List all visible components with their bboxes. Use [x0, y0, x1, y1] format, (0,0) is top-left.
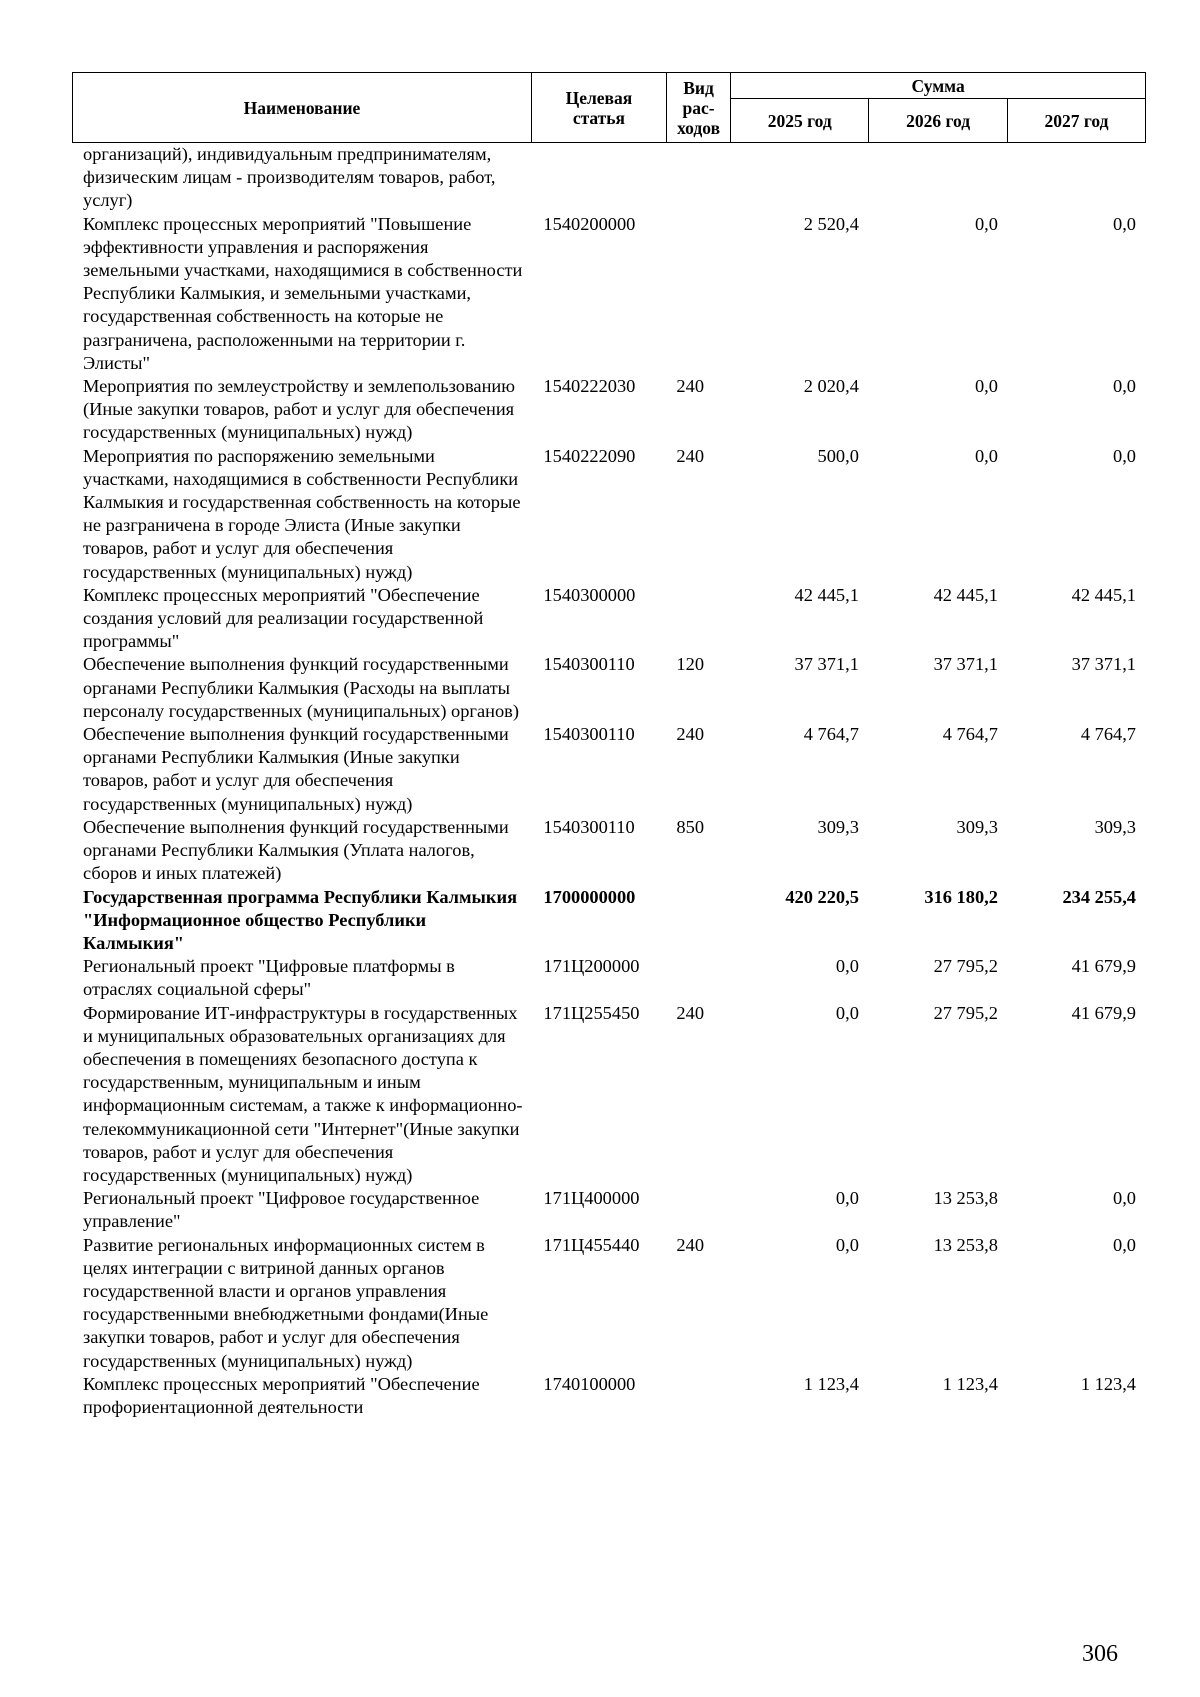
row-value-2025: 0,0	[835, 956, 859, 977]
row-value-2027: 0,0	[1113, 1188, 1136, 1209]
row-value-2027: 37 371,1	[1071, 654, 1136, 675]
row-name: Обеспечение выполнения функций государственными органами Республики Калмыкия (Иные закупки товаров, работ и услуг для обеспечения государственных (муниципальных) нужд)	[83, 724, 509, 814]
row-value-2027	[1008, 143, 1146, 213]
table-row	[72, 1234, 1146, 1373]
row-value-2027: 0,0	[1113, 376, 1136, 397]
row-name: организаций), индивидуальным предпринимателям, физическим лицам - производителям товаров, работ, услуг)	[83, 144, 496, 211]
row-code: 171Ц400000	[543, 1188, 640, 1209]
header-code-line1: Целевая	[565, 87, 633, 108]
header-name: Наименование	[73, 73, 532, 143]
row-kind: 240	[676, 376, 705, 397]
row-value-2025: 0,0	[835, 1234, 859, 1255]
row-code: 171Ц255450	[543, 1002, 640, 1023]
header-kind-line1: Вид	[683, 77, 714, 98]
row-value-2027: 4 764,7	[1080, 724, 1136, 745]
row-kind: 120	[676, 654, 705, 675]
table-body	[72, 143, 1146, 1419]
row-name: Комплекс процессных мероприятий "Повышение эффективности управления и распоряжения земельными участками, находящимися в собственности Республики Калмыкия, и земельными участками, государственная собственность на которые не разграничена, расположенными на территории г. Элисты"	[83, 213, 523, 373]
table-row	[72, 1373, 1146, 1419]
row-code: 1700000000	[543, 886, 636, 907]
row-kind	[666, 213, 730, 375]
header-code	[531, 73, 666, 143]
row-code: 1540222030	[543, 376, 636, 397]
row-value-2026	[869, 143, 1008, 213]
row-value-2027: 41 679,9	[1071, 1002, 1136, 1023]
row-name: Мероприятия по землеустройству и землепользованию (Иные закупки товаров, работ и услуг для обеспечения государственных (муниципальных) нужд)	[83, 376, 515, 443]
row-value-2026: 4 764,7	[942, 724, 998, 745]
row-code: 1540300000	[543, 584, 636, 605]
row-code: 171Ц200000	[543, 956, 640, 977]
row-value-2025: 37 371,1	[794, 654, 859, 675]
row-value-2026: 0,0	[974, 376, 998, 397]
document-page	[72, 72, 1146, 1419]
row-kind	[666, 886, 730, 956]
row-name: Обеспечение выполнения функций государственными органами Республики Калмыкия (Расходы на выплаты персоналу государственных (муниципальных) органов)	[83, 654, 519, 721]
row-kind	[666, 955, 730, 1001]
row-value-2025: 2 520,4	[803, 213, 859, 234]
table-row	[72, 723, 1146, 816]
row-value-2025: 2 020,4	[803, 376, 859, 397]
page-number: 306	[1082, 1641, 1118, 1667]
table-row	[72, 816, 1146, 886]
row-name: Комплекс процессных мероприятий "Обеспечение создания условий для реализации государственной программы"	[83, 584, 484, 652]
row-code: 171Ц455440	[543, 1234, 640, 1255]
row-code: 1540300110	[543, 816, 635, 837]
row-value-2025: 309,3	[817, 816, 859, 837]
row-name: Обеспечение выполнения функций государственными органами Республики Калмыкия (Уплата налогов, сборов и иных платежей)	[83, 816, 509, 884]
row-value-2026: 1 123,4	[942, 1373, 998, 1394]
row-value-2027: 0,0	[1113, 445, 1136, 466]
table-row	[72, 445, 1146, 584]
row-code: 1540200000	[543, 213, 636, 234]
row-value-2027: 0,0	[1113, 1234, 1136, 1255]
header-year-2026: 2026 год	[869, 99, 1008, 143]
row-code	[531, 143, 666, 213]
row-kind	[666, 143, 730, 213]
row-value-2025: 4 764,7	[803, 724, 859, 745]
header-sum: Сумма	[731, 73, 1146, 99]
row-value-2027: 234 255,4	[1062, 886, 1136, 907]
row-code: 1540300110	[543, 654, 635, 675]
table-row	[72, 143, 1146, 213]
row-value-2025: 0,0	[835, 1002, 859, 1023]
header-kind-line3: ходов	[677, 117, 721, 138]
header-code-line2: статья	[572, 107, 626, 128]
row-code: 1740100000	[543, 1373, 636, 1394]
row-name: Комплекс процессных мероприятий "Обеспечение профориентационной деятельности	[83, 1373, 480, 1417]
row-name: Региональный проект "Цифровое государственное управление"	[83, 1188, 480, 1232]
row-value-2025: 42 445,1	[794, 584, 859, 605]
row-code: 1540222090	[543, 445, 636, 466]
table-row	[72, 886, 1146, 956]
header-year-2027: 2027 год	[1008, 99, 1146, 143]
row-code: 1540300110	[543, 724, 635, 745]
table-row	[72, 584, 1146, 654]
row-value-2025: 0,0	[835, 1188, 859, 1209]
table-row	[72, 653, 1146, 723]
table-header	[72, 72, 1146, 143]
row-name: Региональный проект "Цифровые платформы в отраслях социальной сферы"	[83, 956, 455, 1000]
row-name: Развитие региональных информационных систем в целях интеграции с витриной данных органов государственной власти и органов управления государственными внебюджетными фондами(Иные закупки товаров, работ и услуг для обеспечения государственных (муниципальных) нужд)	[83, 1234, 489, 1371]
row-value-2025: 420 220,5	[785, 886, 859, 907]
row-value-2027: 41 679,9	[1071, 956, 1136, 977]
row-value-2026: 27 795,2	[933, 956, 998, 977]
row-value-2027: 0,0	[1113, 213, 1136, 234]
row-value-2026: 42 445,1	[933, 584, 998, 605]
header-kind-line2: рас-	[682, 97, 715, 118]
row-kind: 850	[676, 816, 705, 837]
header-year-2025: 2025 год	[731, 99, 869, 143]
row-kind	[666, 1373, 730, 1419]
table-row	[72, 1002, 1146, 1188]
row-value-2026: 0,0	[974, 213, 998, 234]
row-kind: 240	[676, 724, 705, 745]
row-name: Государственная программа Республики Калмыкия "Информационное общество Республики Калмыкия"	[83, 886, 518, 953]
table-row	[72, 375, 1146, 445]
row-value-2026: 13 253,8	[933, 1234, 998, 1255]
table-row	[72, 955, 1146, 1001]
row-value-2026: 309,3	[956, 816, 998, 837]
row-kind	[666, 584, 730, 654]
row-value-2026: 37 371,1	[933, 654, 998, 675]
row-value-2026: 13 253,8	[933, 1188, 998, 1209]
row-kind	[666, 1187, 730, 1233]
row-name: Мероприятия по распоряжению земельными участками, находящимися в собственности Республики Калмыкия и государственная собственность на которые не разграничена в городе Элиста (Иные закупки товаров, работ и услуг для обеспечения государственных (муниципальных) нужд)	[83, 445, 521, 582]
row-kind: 240	[676, 1234, 705, 1255]
row-name: Формирование ИТ-инфраструктуры в государственных и муниципальных образовательных организациях для обеспечения в помещениях безопасного доступа к государственным, муниципальным и иным информационным системам, а также к информационно-телекоммуникационной сети "Интернет"(Иные закупки товаров, работ и услуг для обеспечения государственных (муниципальных) нужд)	[83, 1002, 523, 1185]
row-value-2025: 1 123,4	[803, 1373, 859, 1394]
row-value-2027: 42 445,1	[1071, 584, 1136, 605]
row-value-2027: 309,3	[1094, 816, 1136, 837]
row-value-2027: 1 123,4	[1080, 1373, 1136, 1394]
table-row	[72, 1187, 1146, 1233]
row-value-2025	[731, 143, 869, 213]
row-value-2026: 27 795,2	[933, 1002, 998, 1023]
header-kind	[666, 73, 730, 143]
row-kind: 240	[676, 1002, 705, 1023]
row-value-2026: 316 180,2	[924, 886, 998, 907]
table-row	[72, 213, 1146, 375]
row-kind: 240	[676, 445, 705, 466]
row-value-2026: 0,0	[974, 445, 998, 466]
row-value-2025: 500,0	[817, 445, 859, 466]
